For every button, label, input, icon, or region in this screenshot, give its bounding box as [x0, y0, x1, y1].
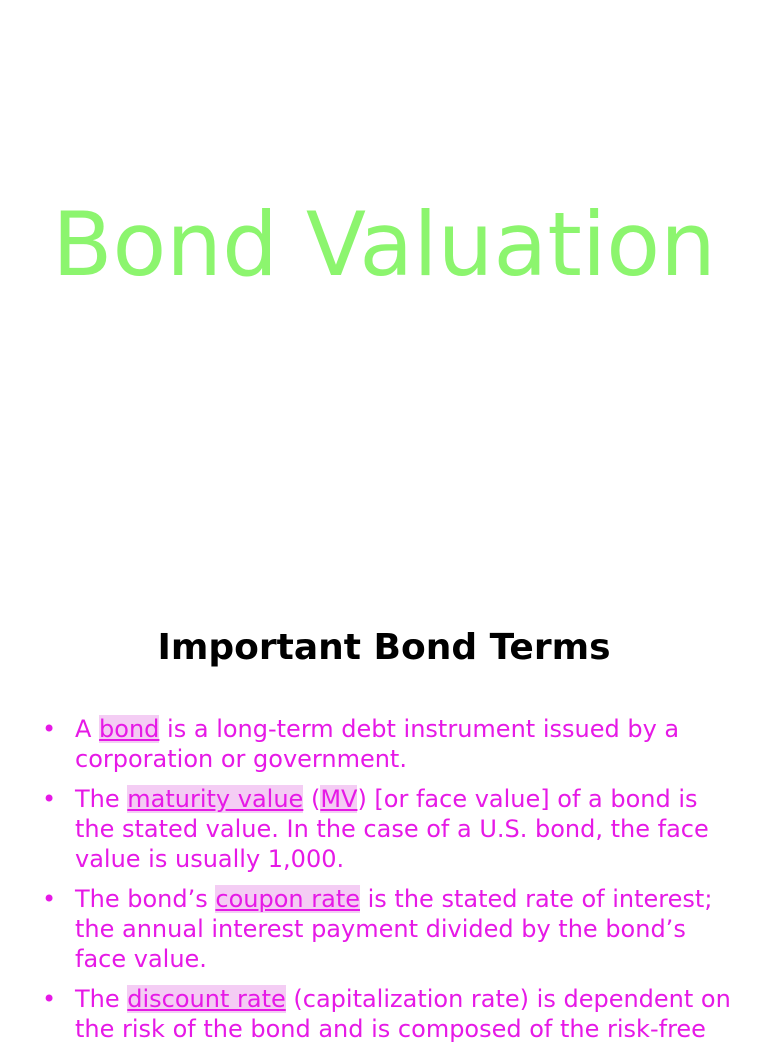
bullet-text-post: (capitalization rate) is dependent on the risk of the bond and is composed of the risk-free: [75, 985, 731, 1043]
term-mv: MV: [320, 785, 358, 813]
bullet-text-post: ) [or face value] of a bond is the stated value. In the case of a U.S. bond, the face value is usually 1,000.: [75, 785, 709, 873]
bullet-icon: •: [42, 885, 57, 913]
bullet-icon: •: [42, 985, 57, 1013]
bullet-item-maturity-value: [0, 784, 768, 874]
bullet-text-post: is a long-term debt instrument issued by a corporation or government.: [75, 715, 680, 773]
bullet-text-pre: The: [75, 985, 128, 1013]
bullet-icon: •: [42, 785, 57, 813]
slide-title: Bond Valuation: [52, 193, 716, 296]
term-coupon-rate: coupon rate: [215, 885, 360, 913]
bullet-item-bond: [0, 714, 768, 774]
slide-heading: Important Bond Terms: [157, 627, 611, 668]
bullet-icon: •: [42, 715, 57, 743]
bullet-item-discount-rate: [0, 984, 768, 1044]
term-maturity-value: maturity value: [127, 785, 304, 813]
bullet-text-pre: The bond’s: [75, 885, 216, 913]
bullet-text-post: is the stated rate of interest; the annual interest payment divided by the bond’s face value.: [75, 885, 713, 973]
bullet-item-coupon-rate: [0, 884, 768, 974]
bullet-text-mid: (: [303, 785, 321, 813]
term-bond: bond: [99, 715, 160, 743]
bullet-text-pre: The: [75, 785, 128, 813]
bullet-text-pre: A: [75, 715, 100, 743]
bullet-list: [0, 714, 768, 1054]
term-discount-rate: discount rate: [127, 985, 286, 1013]
